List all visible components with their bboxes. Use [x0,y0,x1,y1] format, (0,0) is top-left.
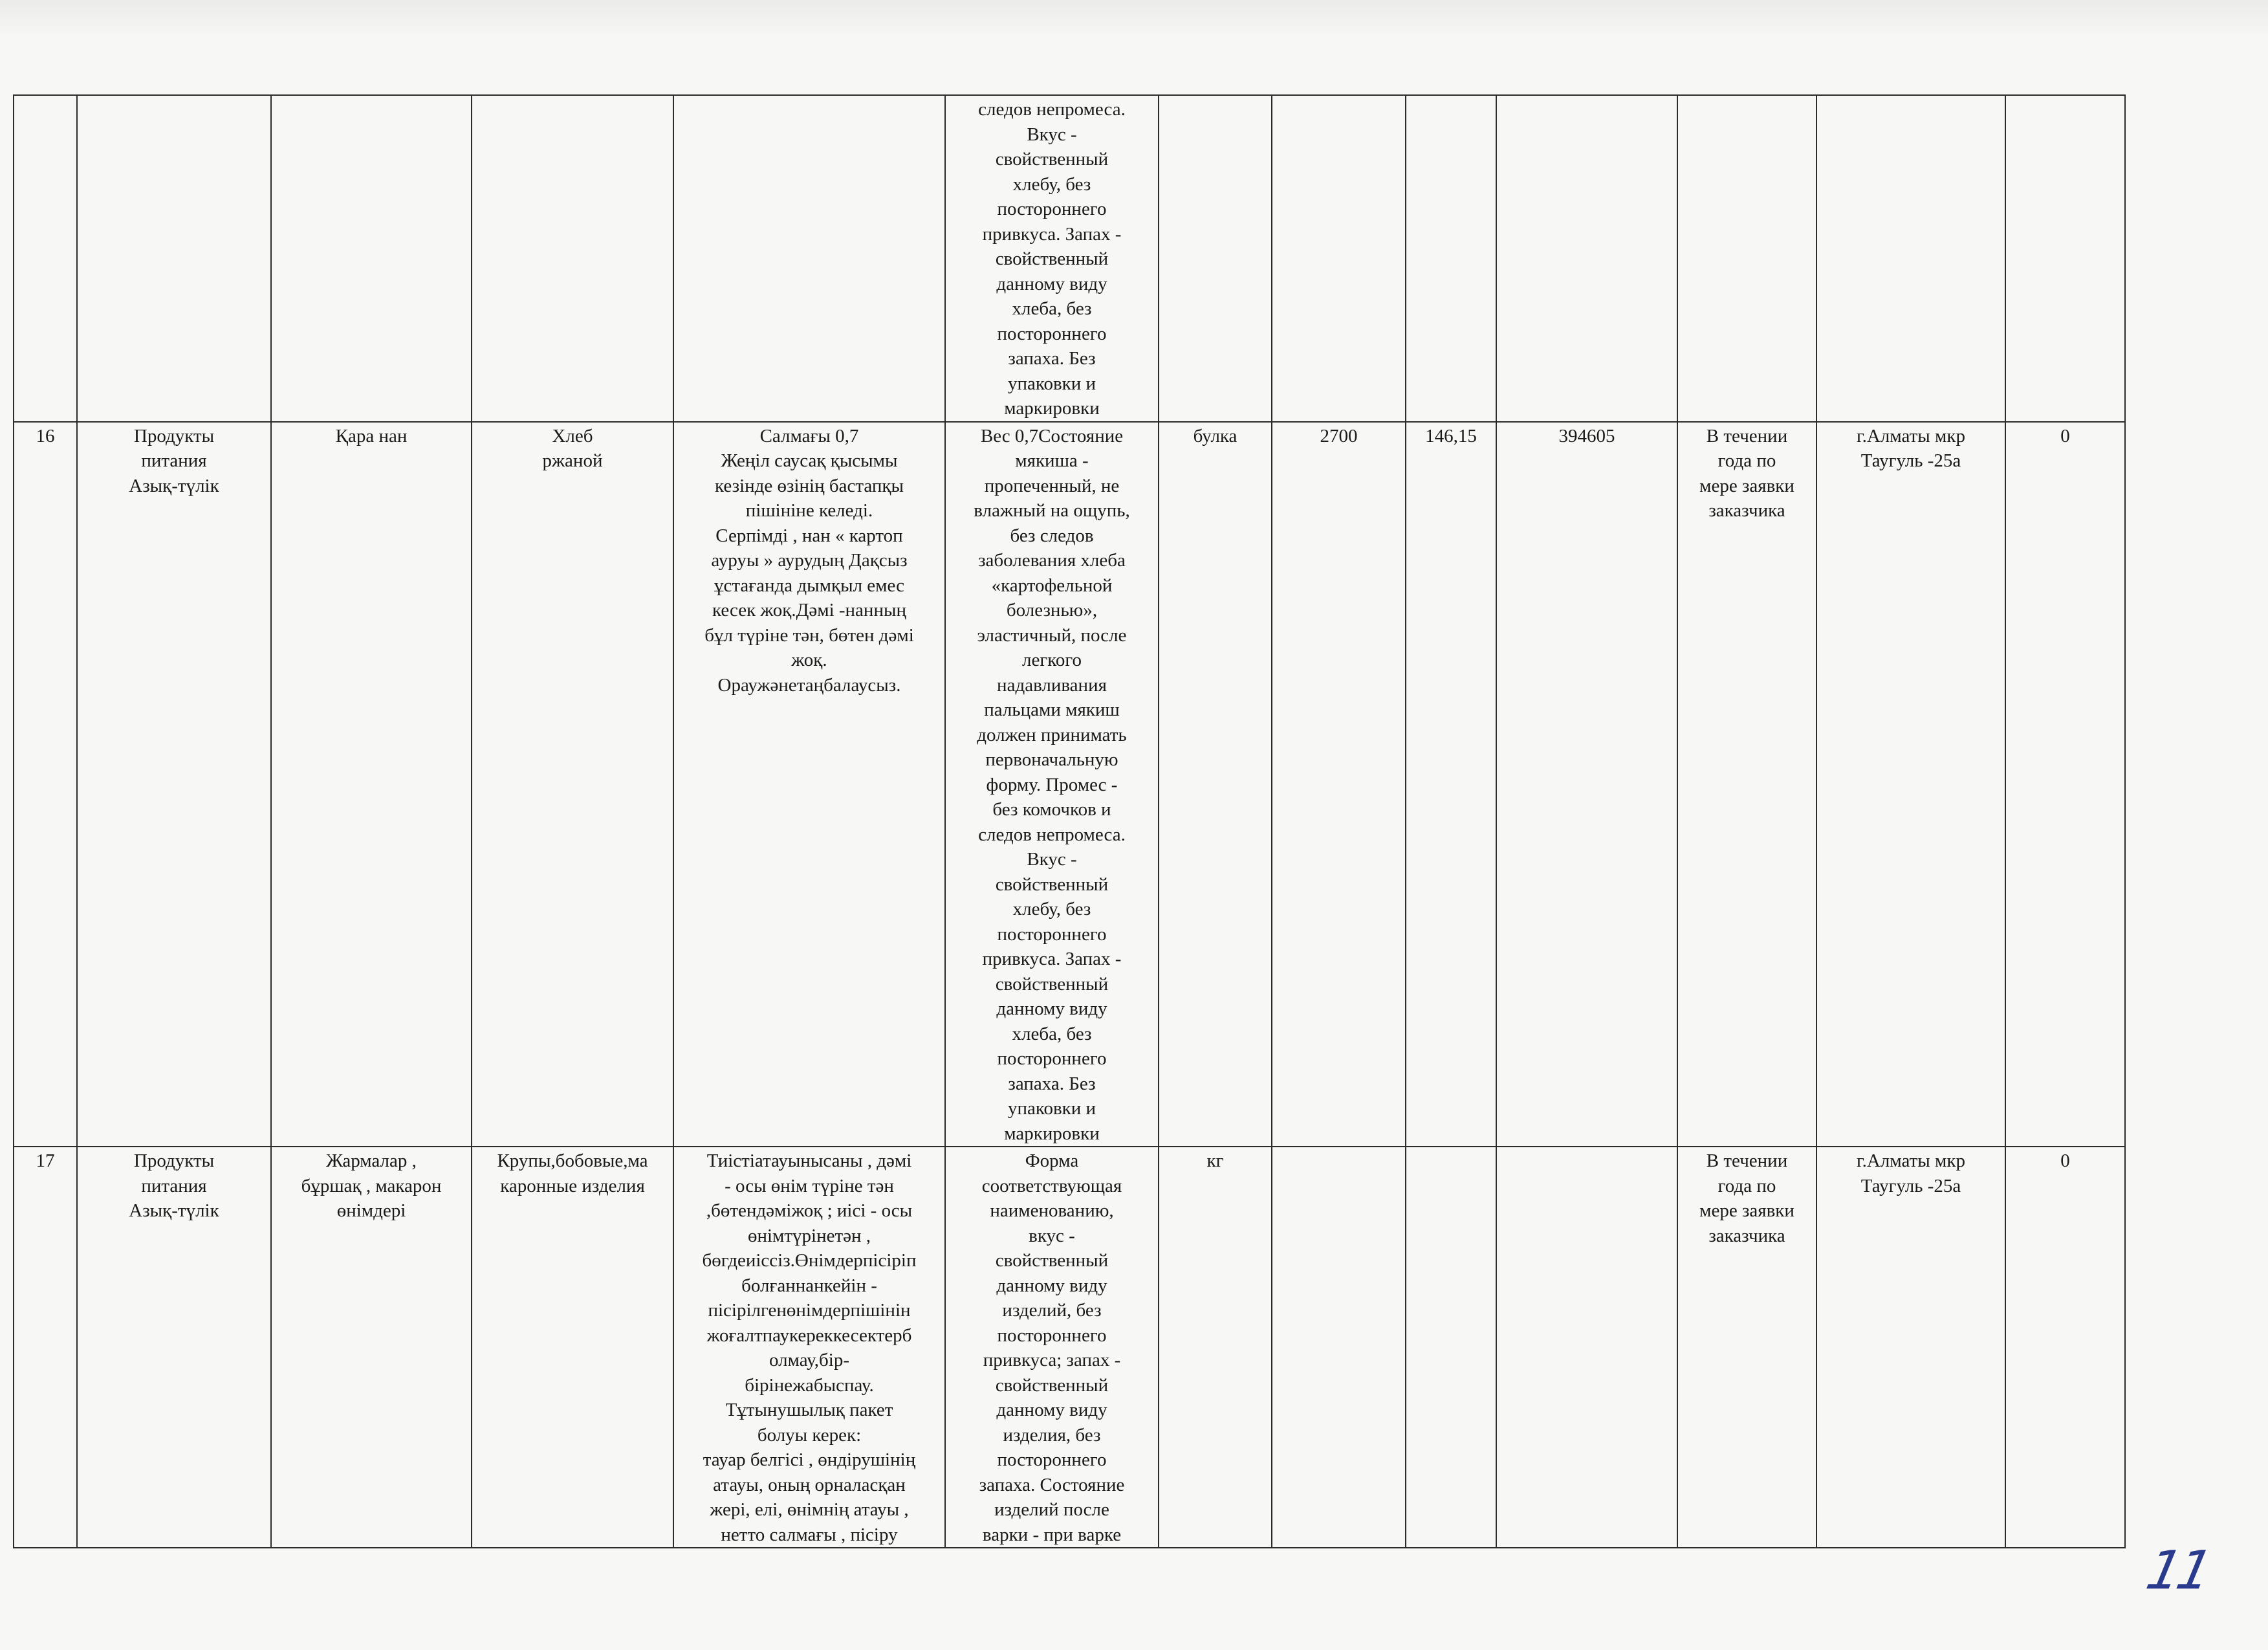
cell-name-kz: Қара нан [271,422,472,1147]
cell-unit: кг [1159,1147,1272,1548]
cell-advance: 0 [2005,422,2125,1147]
cell-advance [2005,95,2125,422]
cell-unit [1159,95,1272,422]
cell-description-ru: Форма соответствующая наименованию, вкус - свойственный данному виду изделий, без постороннего привкуса; запах - свойственный данному виду изделия, без постороннего запаха. Состояние изделий после варки - при варке [945,1147,1159,1548]
cell-category [77,95,271,422]
table-row-16 [14,422,2125,1147]
cell-name-kz: Жармалар , бұршақ , макарон өнімдері [271,1147,472,1548]
cell-delivery-place [1816,95,2005,422]
cell-description-kz [673,95,945,422]
cell-category: Продукты питания Азық-түлік [77,1147,271,1548]
cell-num [14,95,77,422]
table-row-continuation [14,95,2125,422]
cell-sum [1496,95,1677,422]
cell-advance: 0 [2005,1147,2125,1548]
cell-delivery-term: В течении года по мере заявки заказчика [1677,422,1816,1147]
cell-num: 16 [14,422,77,1147]
cell-name-kz [271,95,472,422]
cell-quantity: 2700 [1272,422,1406,1147]
cell-name-ru: Крупы,бобовые,ма каронные изделия [472,1147,673,1548]
table-row-17 [14,1147,2125,1548]
cell-unit: булка [1159,422,1272,1147]
cell-price [1406,95,1496,422]
cell-price [1406,1147,1496,1548]
cell-price: 146,15 [1406,422,1496,1147]
cell-quantity [1272,1147,1406,1548]
cell-name-ru: Хлеб ржаной [472,422,673,1147]
cell-sum [1496,1147,1677,1548]
cell-category: Продукты питания Азық-түлік [77,422,271,1147]
cell-description-kz: Тиістіатауынысаны , дәмі - осы өнім түріне тән ,бөтендәміжоқ ; иісі - осы өнімтүрінетән , бөгдеиіссіз.Өнімдерпісіріп болғаннанкейін - пісірілгенөнімдерпішінін жоғалтпаукереккесектерб олмау,бір- бірінежабыспау. Тұтынушылық пакет болуы керек: тауар белгісі , өндірушінің атауы, оның орналасқан жері, елі, өнімнің атауы , нетто салмағы , пісіру [673,1147,945,1548]
handwritten-page-number: 11 [2141,1540,2214,1601]
cell-description-ru: следов непромеса. Вкус - свойственный хлебу, без постороннего привкуса. Запах - свойственный данному виду хлеба, без постороннего запаха. Без упаковки и маркировки [945,95,1159,422]
cell-name-ru [472,95,673,422]
scan-edge-shading [0,0,2268,39]
cell-delivery-term [1677,95,1816,422]
cell-quantity [1272,95,1406,422]
procurement-table [13,94,2126,1548]
cell-description-ru: Вес 0,7Состояние мякиша - пропеченный, не влажный на ощупь, без следов заболевания хлеба «картофельной болезнью», эластичный, после легкого надавливания пальцами мякиш должен принимать первоначальную форму. Промес - без комочков и следов непромеса. Вкус - свойственный хлебу, без постороннего привкуса. Запах - свойственный данному виду хлеба, без постороннего запаха. Без упаковки и маркировки [945,422,1159,1147]
cell-num: 17 [14,1147,77,1548]
cell-delivery-place: г.Алматы мкр Таугуль -25а [1816,1147,2005,1548]
cell-delivery-place: г.Алматы мкр Таугуль -25а [1816,422,2005,1147]
cell-delivery-term: В течении года по мере заявки заказчика [1677,1147,1816,1548]
cell-description-kz: Салмағы 0,7 Жеңіл саусақ қысымы кезінде өзінің бастапқы пішініне келеді. Серпімді , нан « картоп ауруы » аурудың Дақсыз ұстағанда дымқыл емес кесек жоқ.Дәмі -нанның бұл түріне тән, бөтен дәмі жоқ. Ораужәнетаңбалаусыз. [673,422,945,1147]
cell-sum: 394605 [1496,422,1677,1147]
